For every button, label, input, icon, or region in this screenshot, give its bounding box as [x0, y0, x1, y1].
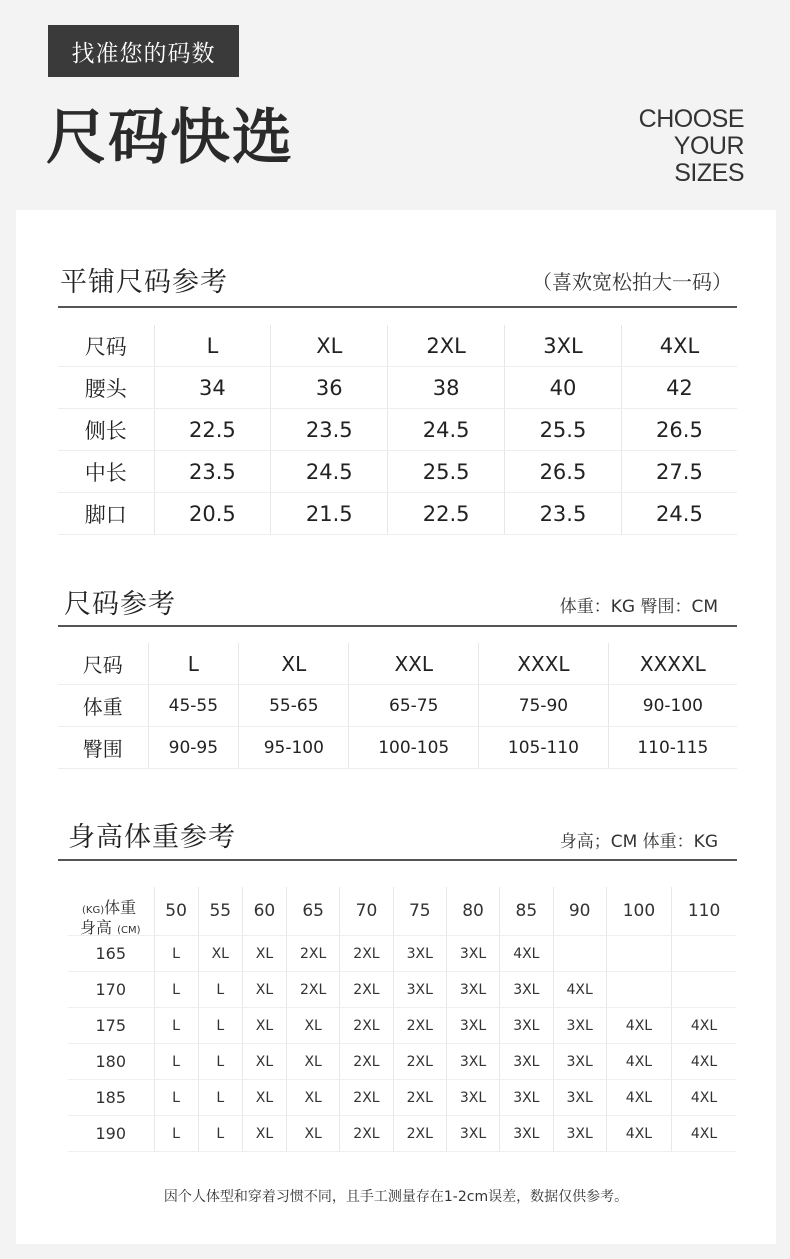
ref-header-cell: XXXL: [479, 643, 609, 685]
flat-size-note: （喜欢宽松拍大一码）: [532, 270, 732, 294]
corner-weight: 体重: [104, 898, 137, 917]
weight-header-cell: 60: [242, 887, 286, 936]
height-cell: 170: [68, 972, 154, 1008]
size-cell: 3XL: [446, 1008, 499, 1044]
weight-header-cell: 75: [393, 887, 446, 936]
ref-cell: 100-105: [349, 727, 479, 769]
size-cell: 4XL: [606, 1116, 671, 1152]
size-card: [16, 210, 776, 1244]
size-cell: 4XL: [672, 1080, 736, 1116]
size-cell: 2XL: [340, 936, 393, 972]
flat-cell: 34: [154, 367, 271, 409]
size-cell: 2XL: [287, 972, 340, 1008]
corner-weight-unit: (KG): [82, 905, 105, 916]
ref-cell: 75-90: [479, 685, 609, 727]
size-cell: [606, 936, 671, 972]
table-row: [68, 972, 736, 1008]
ref-header-cell: XXL: [349, 643, 479, 685]
size-cell: 4XL: [606, 1008, 671, 1044]
ref-cell: 90-100: [608, 685, 737, 727]
size-cell: 4XL: [606, 1044, 671, 1080]
size-cell: 3XL: [553, 1080, 606, 1116]
ref-cell: 臀围: [58, 727, 148, 769]
size-ref-note: 体重：KG 臀围：CM: [559, 597, 718, 617]
size-ref-table: [58, 643, 737, 769]
flat-header-row: [58, 325, 737, 367]
size-cell: 4XL: [672, 1116, 736, 1152]
choose-your-sizes: [639, 106, 744, 187]
size-cell: 3XL: [446, 1044, 499, 1080]
size-cell: 2XL: [340, 1008, 393, 1044]
size-cell: 3XL: [553, 1044, 606, 1080]
size-cell: 2XL: [340, 1080, 393, 1116]
table-row: [68, 1044, 736, 1080]
size-cell: 4XL: [500, 936, 553, 972]
weight-header-cell: 110: [672, 887, 736, 936]
flat-cell: 27.5: [621, 451, 737, 493]
flat-cell: 24.5: [388, 409, 505, 451]
table-row: [58, 727, 737, 769]
size-cell: XL: [287, 1116, 340, 1152]
flat-cell: 24.5: [271, 451, 388, 493]
choose-line-3: SIZES: [674, 159, 744, 187]
flat-cell: 脚口: [58, 493, 154, 535]
corner-height: 身高: [80, 918, 113, 937]
flat-header-cell: L: [154, 325, 271, 367]
table-row: [58, 409, 737, 451]
weight-header-cell: 90: [553, 887, 606, 936]
hw-rule: [58, 859, 737, 861]
size-cell: XL: [242, 1044, 286, 1080]
size-cell: 4XL: [672, 1008, 736, 1044]
size-cell: 3XL: [446, 972, 499, 1008]
weight-header-cell: 55: [198, 887, 242, 936]
ref-cell: 体重: [58, 685, 148, 727]
size-cell: L: [154, 1008, 198, 1044]
size-cell: 4XL: [606, 1080, 671, 1116]
table-row: [68, 1080, 736, 1116]
flat-header-cell: XL: [271, 325, 388, 367]
table-row: [58, 685, 737, 727]
height-cell: 190: [68, 1116, 154, 1152]
weight-header-cell: 85: [500, 887, 553, 936]
size-cell: L: [154, 1080, 198, 1116]
table-row: [68, 1116, 736, 1152]
flat-rule: [58, 306, 737, 308]
height-cell: 185: [68, 1080, 154, 1116]
size-cell: 4XL: [553, 972, 606, 1008]
size-cell: 3XL: [500, 972, 553, 1008]
ref-rule: [58, 625, 737, 627]
table-row: [58, 451, 737, 493]
size-cell: XL: [287, 1044, 340, 1080]
size-cell: 2XL: [393, 1008, 446, 1044]
choose-line-2: YOUR: [673, 132, 744, 160]
weight-header-cell: 65: [287, 887, 340, 936]
size-cell: XL: [287, 1008, 340, 1044]
size-cell: 3XL: [500, 1080, 553, 1116]
table-row: [58, 367, 737, 409]
flat-cell: 21.5: [271, 493, 388, 535]
size-cell: L: [154, 972, 198, 1008]
size-cell: 3XL: [553, 1008, 606, 1044]
flat-cell: 中长: [58, 451, 154, 493]
height-weight-title: 身高体重参考: [68, 822, 236, 853]
ref-header-cell: XXXXL: [608, 643, 737, 685]
size-cell: L: [198, 972, 242, 1008]
size-cell: L: [154, 1116, 198, 1152]
flat-cell: 22.5: [388, 493, 505, 535]
ref-cell: 90-95: [148, 727, 239, 769]
size-cell: 3XL: [446, 1080, 499, 1116]
flat-cell: 23.5: [505, 493, 622, 535]
size-cell: 3XL: [393, 972, 446, 1008]
size-cell: 3XL: [500, 1116, 553, 1152]
flat-cell: 23.5: [271, 409, 388, 451]
height-weight-note: 身高；CM 体重：KG: [559, 832, 718, 852]
flat-cell: 38: [388, 367, 505, 409]
table-row: [68, 1008, 736, 1044]
table-row: [68, 936, 736, 972]
choose-line-1: CHOOSE: [638, 105, 744, 133]
flat-size-table: [58, 325, 737, 535]
flat-cell: 40: [505, 367, 622, 409]
size-cell: XL: [242, 1008, 286, 1044]
flat-cell: 腰头: [58, 367, 154, 409]
size-cell: 2XL: [393, 1044, 446, 1080]
table-row: [58, 493, 737, 535]
flat-header-cell: 2XL: [388, 325, 505, 367]
flat-header-cell: 3XL: [505, 325, 622, 367]
size-cell: 4XL: [672, 1044, 736, 1080]
flat-cell: 26.5: [505, 451, 622, 493]
size-cell: 3XL: [393, 936, 446, 972]
size-cell: [606, 972, 671, 1008]
ref-cell: 110-115: [608, 727, 737, 769]
size-cell: XL: [287, 1080, 340, 1116]
height-cell: 175: [68, 1008, 154, 1044]
ref-header-cell: L: [148, 643, 239, 685]
size-cell: 3XL: [500, 1008, 553, 1044]
size-cell: 2XL: [340, 972, 393, 1008]
flat-cell: 22.5: [154, 409, 271, 451]
weight-header-cell: 80: [446, 887, 499, 936]
flat-cell: 23.5: [154, 451, 271, 493]
size-cell: [553, 936, 606, 972]
ref-header-cell: XL: [239, 643, 349, 685]
size-cell: L: [198, 1080, 242, 1116]
hw-corner: [68, 887, 154, 936]
size-cell: XL: [242, 1116, 286, 1152]
size-cell: 2XL: [340, 1116, 393, 1152]
height-weight-table: [68, 887, 736, 1152]
size-cell: XL: [242, 1080, 286, 1116]
size-cell: L: [154, 936, 198, 972]
size-cell: [672, 936, 736, 972]
ref-cell: 105-110: [479, 727, 609, 769]
header-tag: 找准您的码数: [48, 25, 239, 77]
size-cell: 3XL: [446, 936, 499, 972]
corner-height-unit: (CM): [117, 925, 141, 936]
flat-cell: 24.5: [621, 493, 737, 535]
size-cell: 2XL: [287, 936, 340, 972]
flat-header-cell: 4XL: [621, 325, 737, 367]
height-cell: 180: [68, 1044, 154, 1080]
flat-size-title: 平铺尺码参考: [60, 267, 228, 298]
ref-header-row: [58, 643, 737, 685]
flat-cell: 42: [621, 367, 737, 409]
weight-header-cell: 50: [154, 887, 198, 936]
size-cell: L: [154, 1044, 198, 1080]
flat-cell: 侧长: [58, 409, 154, 451]
size-cell: [672, 972, 736, 1008]
ref-cell: 55-65: [239, 685, 349, 727]
hw-header-row: [68, 887, 736, 936]
size-cell: L: [198, 1116, 242, 1152]
size-cell: L: [198, 1008, 242, 1044]
flat-cell: 20.5: [154, 493, 271, 535]
height-cell: 165: [68, 936, 154, 972]
size-cell: 3XL: [500, 1044, 553, 1080]
flat-cell: 36: [271, 367, 388, 409]
size-cell: 2XL: [340, 1044, 393, 1080]
footer-note: 因个人体型和穿着习惯不同，且手工测量存在1-2cm误差，数据仅供参考。: [163, 1189, 629, 1205]
size-cell: 3XL: [446, 1116, 499, 1152]
ref-header-cell: 尺码: [58, 643, 148, 685]
size-cell: XL: [242, 972, 286, 1008]
flat-header-cell: 尺码: [58, 325, 154, 367]
ref-cell: 95-100: [239, 727, 349, 769]
size-cell: 2XL: [393, 1116, 446, 1152]
size-cell: XL: [242, 936, 286, 972]
flat-cell: 25.5: [505, 409, 622, 451]
size-cell: L: [198, 1044, 242, 1080]
ref-cell: 65-75: [349, 685, 479, 727]
page-title: 尺码快选: [46, 103, 294, 173]
size-cell: 3XL: [553, 1116, 606, 1152]
flat-cell: 26.5: [621, 409, 737, 451]
ref-cell: 45-55: [148, 685, 239, 727]
size-cell: 2XL: [393, 1080, 446, 1116]
flat-cell: 25.5: [388, 451, 505, 493]
size-cell: XL: [198, 936, 242, 972]
weight-header-cell: 100: [606, 887, 671, 936]
size-ref-title: 尺码参考: [64, 589, 176, 620]
weight-header-cell: 70: [340, 887, 393, 936]
